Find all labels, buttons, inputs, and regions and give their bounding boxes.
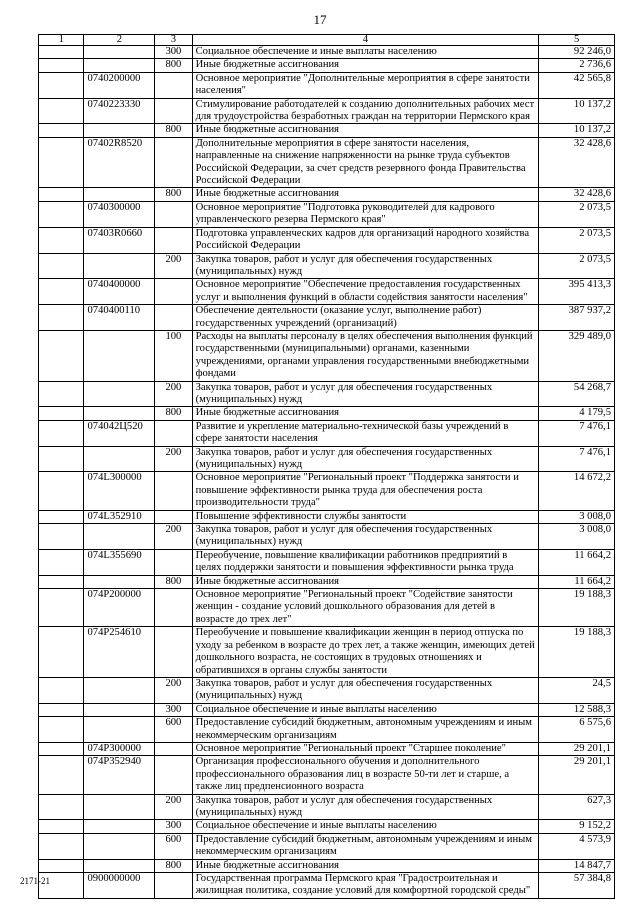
row-col-1	[39, 279, 84, 305]
row-name: Государственная программа Пермского края "Градостроительная и жилищная политика, создание условий для комфортной городской среды"	[192, 873, 539, 899]
table-row	[39, 524, 615, 550]
row-target-code: 0740400110	[84, 305, 155, 331]
table-row	[39, 627, 615, 678]
row-name: Повышение эффективности службы занятости	[192, 510, 539, 523]
row-target-code: 0740223330	[84, 98, 155, 124]
budget-table	[38, 34, 615, 899]
table-row	[39, 703, 615, 716]
row-expense-type: 100	[155, 330, 192, 381]
row-target-code: 07402R8520	[84, 137, 155, 188]
row-target-code	[84, 820, 155, 833]
row-col-1	[39, 742, 84, 755]
row-name: Социальное обеспечение и иные выплаты населению	[192, 820, 539, 833]
table-row	[39, 330, 615, 381]
row-amount: 14 672,2	[539, 472, 615, 510]
table-row	[39, 549, 615, 575]
row-name: Иные бюджетные ассигнования	[192, 575, 539, 588]
row-expense-type	[155, 627, 192, 678]
row-name: Переобучение и повышение квалификации женщин в период отпуска по уходу за ребенком в возрасте до трех лет, а также женщин, имеющих детей дошкольного возраста, не состоящих в трудовых отношениях и обратившихся в органы службы занятости	[192, 627, 539, 678]
row-amount: 10 137,2	[539, 98, 615, 124]
row-name: Организация профессионального обучения и дополнительного профессионального образования лиц в возрасте 50-ти лет и старше, а также лиц предпенсионного возраста	[192, 756, 539, 794]
footer-document-code: 2171-21	[20, 876, 50, 886]
row-col-1	[39, 820, 84, 833]
row-name: Основное мероприятие "Обеспечение предоставления государственных услуг и выполнения функций в области содействия занятости населения"	[192, 279, 539, 305]
row-amount: 9 152,2	[539, 820, 615, 833]
row-amount: 4 179,5	[539, 407, 615, 420]
row-target-code	[84, 833, 155, 859]
row-amount: 11 664,2	[539, 549, 615, 575]
row-name: Основное мероприятие "Региональный проект "Старшее поколение"	[192, 742, 539, 755]
row-target-code	[84, 188, 155, 201]
row-name: Иные бюджетные ассигнования	[192, 59, 539, 72]
row-expense-type	[155, 756, 192, 794]
row-target-code: 074L355690	[84, 549, 155, 575]
row-col-1	[39, 756, 84, 794]
row-amount: 7 476,1	[539, 446, 615, 472]
page-number: 17	[313, 12, 327, 27]
row-amount: 19 188,3	[539, 589, 615, 627]
row-target-code	[84, 46, 155, 59]
budget-table-body	[39, 35, 615, 899]
table-row	[39, 407, 615, 420]
row-name: Закупка товаров, работ и услуг для обеспечения государственных (муниципальных) нужд	[192, 524, 539, 550]
row-expense-type	[155, 472, 192, 510]
row-col-1	[39, 703, 84, 716]
table-row	[39, 575, 615, 588]
row-target-code: 074P352940	[84, 756, 155, 794]
row-expense-type: 800	[155, 59, 192, 72]
row-name: Основное мероприятие "Подготовка руководителей для кадрового управленческого резерва Пермского края"	[192, 201, 539, 227]
row-expense-type: 200	[155, 524, 192, 550]
row-amount: 54 268,7	[539, 381, 615, 407]
row-amount: 2 736,6	[539, 59, 615, 72]
row-amount: 2 073,5	[539, 201, 615, 227]
row-target-code	[84, 407, 155, 420]
table-row	[39, 59, 615, 72]
row-name: Расходы на выплаты персоналу в целях обеспечения выполнения функций государственными (муниципальными) органами, казенными учреждениями, органами управления государственными внебюджетными фондами	[192, 330, 539, 381]
row-target-code: 0900000000	[84, 873, 155, 899]
row-target-code: 074P200000	[84, 589, 155, 627]
row-col-1	[39, 46, 84, 59]
row-amount: 32 428,6	[539, 188, 615, 201]
row-col-1	[39, 72, 84, 98]
row-target-code	[84, 677, 155, 703]
row-amount: 12 588,3	[539, 703, 615, 716]
row-name: Обеспечение деятельности (оказание услуг, выполнение работ) государственных учреждений (организаций)	[192, 305, 539, 331]
row-col-1	[39, 575, 84, 588]
row-name: Иные бюджетные ассигнования	[192, 407, 539, 420]
row-expense-type	[155, 589, 192, 627]
row-target-code	[84, 794, 155, 820]
row-amount: 57 384,8	[539, 873, 615, 899]
row-target-code	[84, 524, 155, 550]
row-expense-type	[155, 873, 192, 899]
row-expense-type: 200	[155, 446, 192, 472]
table-row	[39, 227, 615, 253]
row-name: Иные бюджетные ассигнования	[192, 859, 539, 872]
row-col-1	[39, 677, 84, 703]
row-expense-type: 200	[155, 677, 192, 703]
row-amount: 11 664,2	[539, 575, 615, 588]
table-row	[39, 589, 615, 627]
row-amount: 387 937,2	[539, 305, 615, 331]
row-col-1	[39, 137, 84, 188]
row-expense-type: 800	[155, 575, 192, 588]
row-target-code: 07403R0660	[84, 227, 155, 253]
row-amount: 3 008,0	[539, 510, 615, 523]
row-name: Предоставление субсидий бюджетным, автономным учреждениям и иным некоммерческим организациям	[192, 717, 539, 743]
row-col-1	[39, 124, 84, 137]
row-amount: 19 188,3	[539, 627, 615, 678]
row-expense-type	[155, 742, 192, 755]
row-name: Социальное обеспечение и иные выплаты населению	[192, 703, 539, 716]
row-amount: 10 137,2	[539, 124, 615, 137]
row-name: Закупка товаров, работ и услуг для обеспечения государственных (муниципальных) нужд	[192, 253, 539, 279]
row-target-code	[84, 381, 155, 407]
row-name: Основное мероприятие "Региональный проект "Поддержка занятости и повышение эффективности рынка труда для обеспечения роста производительности труда"	[192, 472, 539, 510]
row-target-code	[84, 59, 155, 72]
row-name: Основное мероприятие "Дополнительные мероприятия в сфере занятости населения"	[192, 72, 539, 98]
row-expense-type: 600	[155, 717, 192, 743]
row-expense-type	[155, 72, 192, 98]
table-row	[39, 137, 615, 188]
row-col-1	[39, 472, 84, 510]
table-row	[39, 72, 615, 98]
row-target-code: 074P254610	[84, 627, 155, 678]
row-target-code: 074L300000	[84, 472, 155, 510]
header-col-1: 1	[39, 35, 84, 46]
row-col-1	[39, 420, 84, 446]
row-target-code	[84, 859, 155, 872]
row-name: Основное мероприятие "Региональный проект "Содействие занятости женщин - создание условий дошкольного образования для детей в возрасте до трех лет"	[192, 589, 539, 627]
row-col-1	[39, 201, 84, 227]
row-expense-type: 300	[155, 46, 192, 59]
table-row	[39, 472, 615, 510]
table-row	[39, 717, 615, 743]
row-target-code: 074P300000	[84, 742, 155, 755]
row-name: Переобучение, повышение квалификации работников предприятий в целях поддержки занятости и повышения эффективности рынка труда	[192, 549, 539, 575]
row-name: Закупка товаров, работ и услуг для обеспечения государственных (муниципальных) нужд	[192, 677, 539, 703]
header-col-5: 5	[539, 35, 615, 46]
row-name: Закупка товаров, работ и услуг для обеспечения государственных (муниципальных) нужд	[192, 381, 539, 407]
row-name: Подготовка управленческих кадров для организаций народного хозяйства Российской Федерации	[192, 227, 539, 253]
table-header-row	[39, 35, 615, 46]
row-col-1	[39, 589, 84, 627]
row-amount: 395 413,3	[539, 279, 615, 305]
table-row	[39, 446, 615, 472]
row-amount: 6 575,6	[539, 717, 615, 743]
row-col-1	[39, 524, 84, 550]
row-name: Иные бюджетные ассигнования	[192, 188, 539, 201]
table-row	[39, 305, 615, 331]
header-col-4: 4	[192, 35, 539, 46]
row-col-1	[39, 549, 84, 575]
row-expense-type	[155, 98, 192, 124]
table-row	[39, 201, 615, 227]
table-row	[39, 873, 615, 899]
table-row	[39, 124, 615, 137]
table-row	[39, 46, 615, 59]
row-expense-type: 800	[155, 859, 192, 872]
row-target-code	[84, 446, 155, 472]
row-name: Закупка товаров, работ и услуг для обеспечения государственных (муниципальных) нужд	[192, 446, 539, 472]
row-expense-type	[155, 510, 192, 523]
header-col-3: 3	[155, 35, 192, 46]
row-expense-type: 300	[155, 820, 192, 833]
row-amount: 29 201,1	[539, 756, 615, 794]
row-col-1	[39, 227, 84, 253]
table-row	[39, 742, 615, 755]
row-amount: 7 476,1	[539, 420, 615, 446]
row-col-1	[39, 59, 84, 72]
row-expense-type	[155, 137, 192, 188]
row-name: Развитие и укрепление материально-технической базы учреждений в сфере занятости населения	[192, 420, 539, 446]
row-name: Социальное обеспечение и иные выплаты населению	[192, 46, 539, 59]
row-col-1	[39, 717, 84, 743]
row-name: Предоставление субсидий бюджетным, автономным учреждениям и иным некоммерческим организациям	[192, 833, 539, 859]
table-row	[39, 279, 615, 305]
row-target-code	[84, 575, 155, 588]
row-col-1	[39, 330, 84, 381]
row-col-1	[39, 627, 84, 678]
row-expense-type: 600	[155, 833, 192, 859]
row-col-1	[39, 98, 84, 124]
row-col-1	[39, 833, 84, 859]
row-name: Стимулирование работодателей к созданию дополнительных рабочих мест для трудоустройства безработных граждан на территории Пермского края	[192, 98, 539, 124]
row-target-code	[84, 703, 155, 716]
row-target-code	[84, 124, 155, 137]
row-expense-type: 200	[155, 794, 192, 820]
row-target-code: 074042Ц520	[84, 420, 155, 446]
row-expense-type	[155, 549, 192, 575]
table-row	[39, 381, 615, 407]
row-amount: 14 847,7	[539, 859, 615, 872]
row-col-1	[39, 407, 84, 420]
row-expense-type: 800	[155, 407, 192, 420]
row-target-code: 0740300000	[84, 201, 155, 227]
table-row	[39, 98, 615, 124]
table-row	[39, 756, 615, 794]
table-row	[39, 420, 615, 446]
row-expense-type: 200	[155, 253, 192, 279]
row-amount: 329 489,0	[539, 330, 615, 381]
table-row	[39, 188, 615, 201]
row-amount: 24,5	[539, 677, 615, 703]
table-row	[39, 820, 615, 833]
table-row	[39, 859, 615, 872]
row-amount: 32 428,6	[539, 137, 615, 188]
row-expense-type	[155, 279, 192, 305]
row-amount: 4 573,9	[539, 833, 615, 859]
row-amount: 2 073,5	[539, 253, 615, 279]
row-name: Иные бюджетные ассигнования	[192, 124, 539, 137]
row-expense-type: 800	[155, 188, 192, 201]
row-target-code: 0740200000	[84, 72, 155, 98]
table-row	[39, 253, 615, 279]
row-name: Закупка товаров, работ и услуг для обеспечения государственных (муниципальных) нужд	[192, 794, 539, 820]
row-amount: 42 565,8	[539, 72, 615, 98]
table-row	[39, 510, 615, 523]
row-expense-type	[155, 201, 192, 227]
table-row	[39, 794, 615, 820]
row-amount: 92 246,0	[539, 46, 615, 59]
table-row	[39, 677, 615, 703]
row-target-code	[84, 330, 155, 381]
row-amount: 627,3	[539, 794, 615, 820]
row-col-1	[39, 446, 84, 472]
row-expense-type: 200	[155, 381, 192, 407]
row-col-1	[39, 794, 84, 820]
row-target-code	[84, 253, 155, 279]
row-col-1	[39, 859, 84, 872]
row-expense-type	[155, 227, 192, 253]
row-target-code	[84, 717, 155, 743]
row-col-1	[39, 305, 84, 331]
row-amount: 3 008,0	[539, 524, 615, 550]
row-col-1	[39, 188, 84, 201]
row-name: Дополнительные мероприятия в сфере занятости населения, направленные на снижение напряженности на рынке труда субъектов Российской Федерации, за счет средств резервного фонда Правительства Российской Федерации	[192, 137, 539, 188]
header-col-2: 2	[84, 35, 155, 46]
row-col-1	[39, 381, 84, 407]
row-target-code: 0740400000	[84, 279, 155, 305]
row-target-code: 074L352910	[84, 510, 155, 523]
table-row	[39, 833, 615, 859]
row-col-1	[39, 253, 84, 279]
row-expense-type: 800	[155, 124, 192, 137]
row-expense-type	[155, 305, 192, 331]
row-amount: 29 201,1	[539, 742, 615, 755]
row-amount: 2 073,5	[539, 227, 615, 253]
row-expense-type	[155, 420, 192, 446]
row-col-1	[39, 510, 84, 523]
row-expense-type: 300	[155, 703, 192, 716]
